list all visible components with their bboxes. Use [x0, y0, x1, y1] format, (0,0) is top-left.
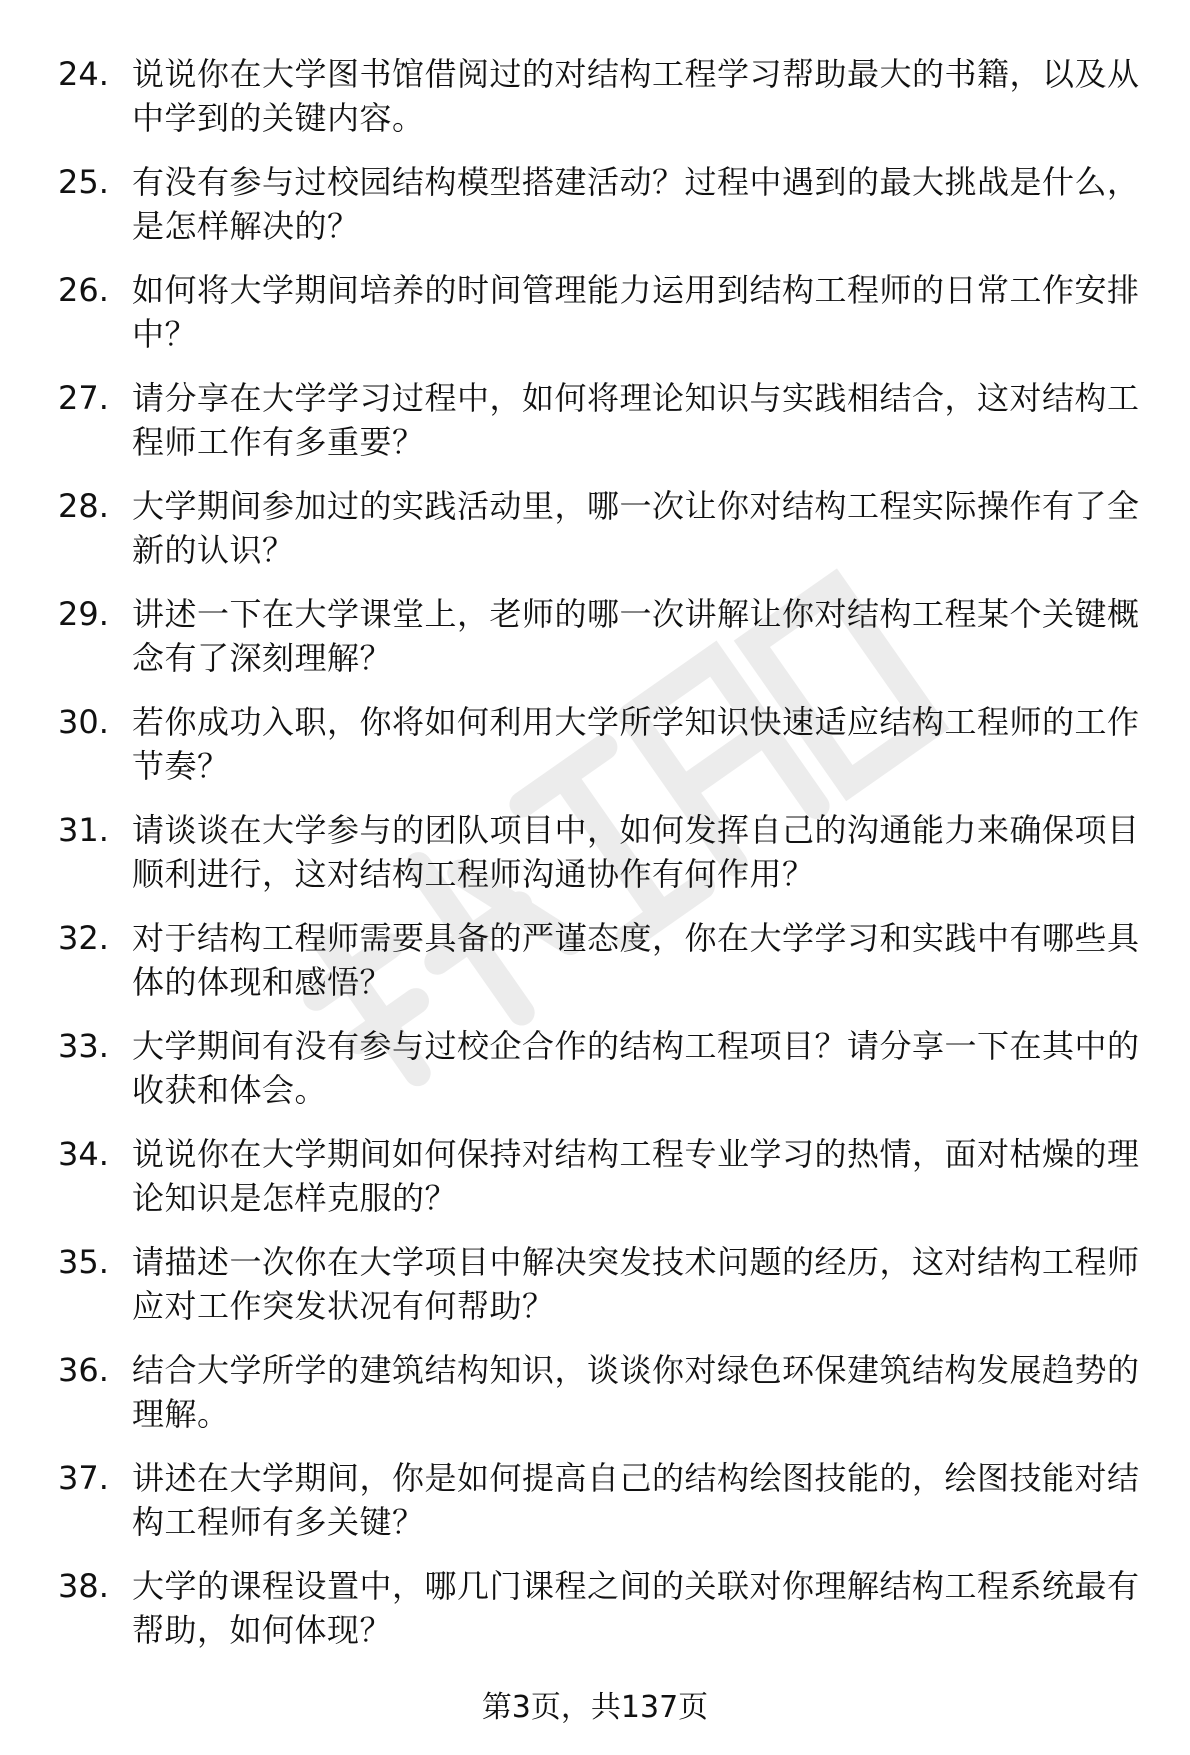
- question-item: [58, 160, 1148, 268]
- question-item: [58, 1132, 1148, 1240]
- question-list: [58, 52, 1148, 1672]
- question-text: 若你成功入职，你将如何利用大学所学知识快速适应结构工程师的工作节奏？: [132, 703, 1140, 785]
- question-text: 大学的课程设置中，哪几门课程之间的关联对你理解结构工程系统最有帮助，如何体现？: [132, 1567, 1140, 1649]
- question-item: [58, 1348, 1148, 1456]
- question-number: 37.: [58, 1459, 109, 1497]
- question-item: [58, 808, 1148, 916]
- question-item: [58, 1456, 1148, 1564]
- question-text: 说说你在大学期间如何保持对结构工程专业学习的热情，面对枯燥的理论知识是怎样克服的？: [132, 1135, 1140, 1217]
- question-number: 36.: [58, 1351, 109, 1389]
- question-text: 讲述在大学期间，你是如何提高自己的结构绘图技能的，绘图技能对结构工程师有多关键？: [132, 1459, 1140, 1541]
- question-text: 大学期间参加过的实践活动里，哪一次让你对结构工程实际操作有了全新的认识？: [132, 487, 1140, 569]
- question-item: [58, 1240, 1148, 1348]
- question-text: 讲述一下在大学课堂上，老师的哪一次讲解让你对结构工程某个关键概念有了深刻理解？: [132, 595, 1140, 677]
- question-text: 对于结构工程师需要具备的严谨态度，你在大学学习和实践中有哪些具体的体现和感悟？: [132, 919, 1140, 1001]
- question-text: 请谈谈在大学参与的团队项目中，如何发挥自己的沟通能力来确保项目顺利进行，这对结构工程师沟通协作有何作用？: [132, 811, 1140, 893]
- question-item: [58, 268, 1148, 376]
- question-number: 30.: [58, 703, 109, 741]
- question-number: 34.: [58, 1135, 109, 1173]
- question-item: [58, 484, 1148, 592]
- question-text: 请描述一次你在大学项目中解决突发技术问题的经历，这对结构工程师应对工作突发状况有何帮助？: [132, 1243, 1140, 1325]
- question-text: 有没有参与过校园结构模型搭建活动？过程中遇到的最大挑战是什么，是怎样解决的？: [132, 163, 1140, 245]
- question-number: 32.: [58, 919, 109, 957]
- question-text: 如何将大学期间培养的时间管理能力运用到结构工程师的日常工作安排中？: [132, 271, 1140, 353]
- question-text: 结合大学所学的建筑结构知识，谈谈你对绿色环保建筑结构发展趋势的理解。: [132, 1351, 1140, 1433]
- question-item: [58, 916, 1148, 1024]
- question-item: [58, 592, 1148, 700]
- question-item: [58, 1024, 1148, 1132]
- question-number: 28.: [58, 487, 109, 525]
- question-item: [58, 1564, 1148, 1672]
- question-text: 大学期间有没有参与过校企合作的结构工程项目？请分享一下在其中的收获和体会。: [132, 1027, 1140, 1109]
- question-item: [58, 700, 1148, 808]
- question-number: 25.: [58, 163, 109, 201]
- question-number: 35.: [58, 1243, 109, 1281]
- question-item: [58, 52, 1148, 160]
- question-text: 请分享在大学学习过程中，如何将理论知识与实践相结合，这对结构工程师工作有多重要？: [132, 379, 1140, 461]
- page-indicator: 第3页，共137页: [481, 1690, 709, 1725]
- question-number: 31.: [58, 811, 109, 849]
- question-number: 38.: [58, 1567, 109, 1605]
- question-number: 26.: [58, 271, 109, 309]
- question-number: 29.: [58, 595, 109, 633]
- question-number: 33.: [58, 1027, 109, 1065]
- question-number: 24.: [58, 55, 109, 93]
- question-item: [58, 376, 1148, 484]
- question-text: 说说你在大学图书馆借阅过的对结构工程学习帮助最大的书籍，以及从中学到的关键内容。: [132, 55, 1140, 137]
- question-number: 27.: [58, 379, 109, 417]
